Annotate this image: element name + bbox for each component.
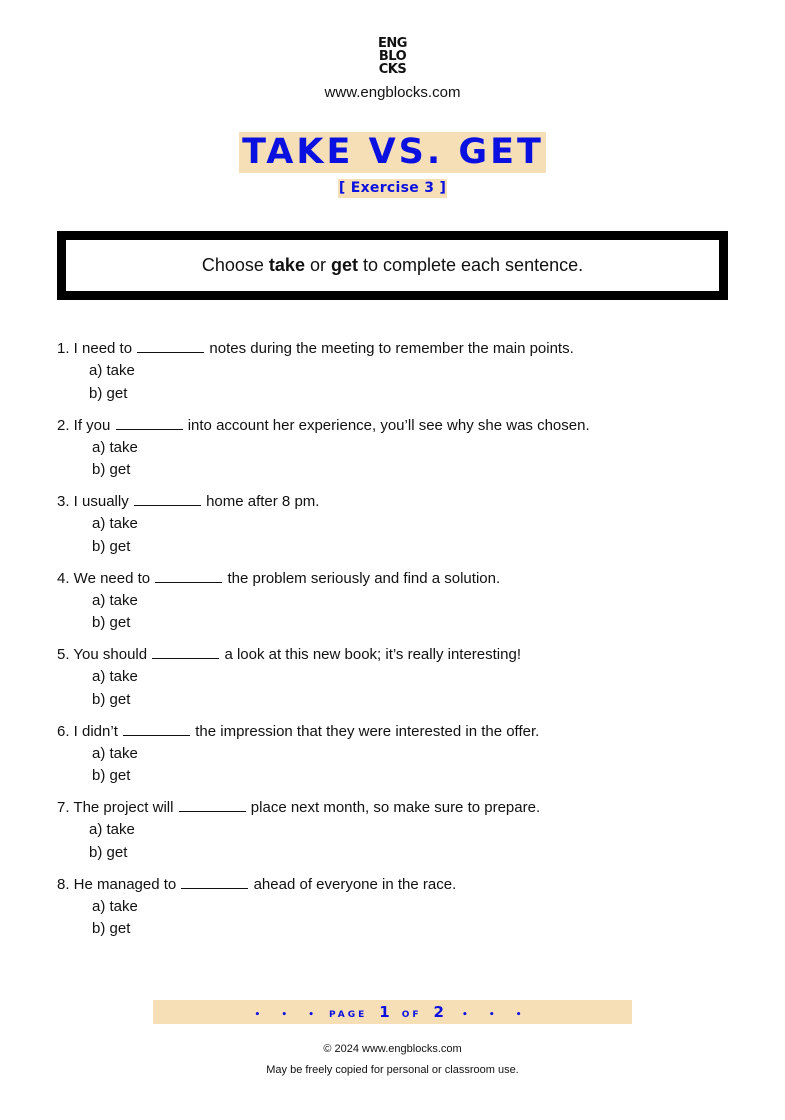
question-text: into account her experience, you’ll see why she was chosen. [187, 417, 590, 434]
option-b[interactable]: b) get [92, 767, 131, 784]
question-text: home after 8 pm. [206, 493, 320, 510]
option-a[interactable]: a) take [92, 668, 138, 685]
option-b[interactable]: b) get [92, 538, 131, 555]
website-url[interactable]: www.engblocks.com [324, 84, 461, 101]
question-text: the problem seriously and find a solution. [227, 570, 501, 587]
instructions-text: or [304, 255, 331, 275]
question-text: a look at this new book; it’s really interesting! [224, 646, 521, 663]
question-text: notes during the meeting to remember the main points. [209, 340, 574, 357]
question-text: 6. I didn’t [57, 723, 118, 740]
of-label: OF [401, 1010, 422, 1020]
page-label: PAGE [329, 1010, 368, 1020]
instructions-word-get: get [330, 255, 358, 275]
answer-blank[interactable] [134, 492, 201, 506]
answer-blank[interactable] [152, 645, 219, 659]
question-8 [57, 875, 456, 894]
logo-line: BLO [378, 49, 407, 64]
answer-blank[interactable] [123, 722, 190, 736]
instructions-text: to complete each sentence. [357, 255, 584, 275]
question-text: 1. I need to [57, 340, 133, 357]
question-text: 7. The project will [57, 799, 174, 816]
question-text: 2. If you [57, 417, 111, 434]
option-b[interactable]: b) get [92, 691, 131, 708]
question-1 [57, 339, 574, 358]
question-text: 8. He managed to [57, 876, 177, 893]
question-2 [57, 416, 590, 435]
option-a[interactable]: a) take [89, 362, 135, 379]
option-a[interactable]: a) take [92, 745, 138, 762]
exercise-label: [ Exercise 3 ] [338, 180, 447, 196]
question-6 [57, 722, 539, 741]
page-title: TAKE VS. GET [239, 132, 546, 173]
question-text: the impression that they were interested in the offer. [195, 723, 540, 740]
license-text: May be freely copied for personal or classroom use. [266, 1064, 519, 1076]
question-text: 3. I usually [57, 493, 129, 510]
question-text: 5. You should [57, 646, 148, 663]
instructions-text: Choose [201, 255, 269, 275]
option-a[interactable]: a) take [92, 439, 138, 456]
answer-blank[interactable] [181, 875, 248, 889]
engblocks-logo [0, 37, 785, 76]
option-a[interactable]: a) take [92, 592, 138, 609]
instructions-box [57, 231, 728, 300]
instructions-word-take: take [268, 255, 305, 275]
option-a[interactable]: a) take [92, 515, 138, 532]
option-b[interactable]: b) get [92, 461, 131, 478]
page-current: 1 [379, 1003, 390, 1021]
question-4 [57, 569, 500, 588]
option-b[interactable]: b) get [92, 614, 131, 631]
option-b[interactable]: b) get [89, 385, 128, 402]
decorative-dots: • • • [461, 1010, 531, 1020]
answer-blank[interactable] [179, 798, 246, 812]
logo-line: CKS [378, 62, 407, 77]
question-text: ahead of everyone in the race. [253, 876, 457, 893]
question-5 [57, 645, 521, 664]
page-total: 2 [433, 1003, 444, 1021]
question-text: place next month, so make sure to prepare. [250, 799, 541, 816]
page-indicator [153, 1000, 632, 1024]
answer-blank[interactable] [116, 416, 183, 430]
logo-line: ENG [378, 36, 407, 51]
option-b[interactable]: b) get [92, 920, 131, 937]
answer-blank[interactable] [137, 339, 204, 353]
decorative-dots: • • • [254, 1010, 324, 1020]
answer-blank[interactable] [155, 569, 222, 583]
question-text: 4. We need to [57, 570, 151, 587]
question-3 [57, 492, 319, 511]
option-a[interactable]: a) take [92, 898, 138, 915]
question-7 [57, 798, 540, 817]
option-b[interactable]: b) get [89, 844, 128, 861]
copyright-text: © 2024 www.engblocks.com [323, 1043, 462, 1055]
option-a[interactable]: a) take [89, 821, 135, 838]
